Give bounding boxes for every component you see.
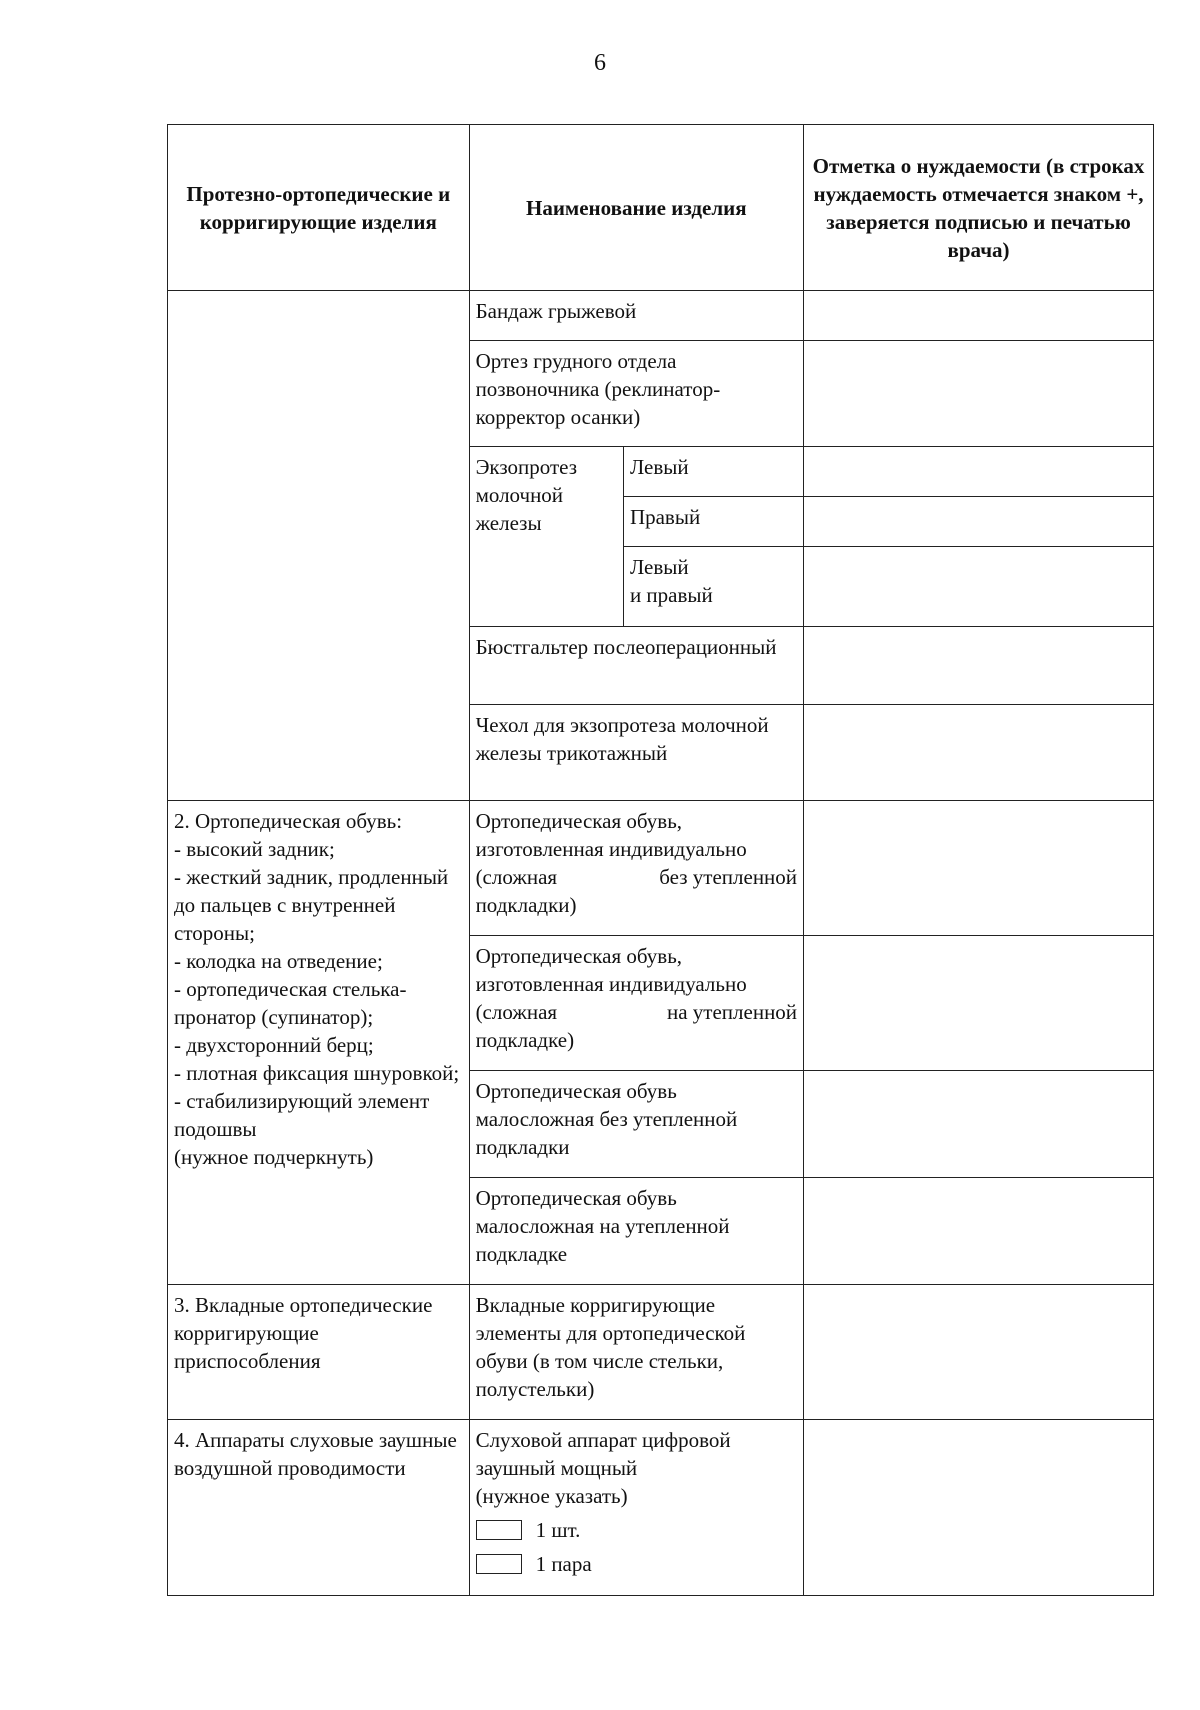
item-text: подкладки) — [475, 893, 577, 917]
item-exoprosthesis: Экзопротез молочной железы — [469, 447, 623, 627]
header-category: Протезно-ортопедические и корригирующие изделия — [168, 125, 470, 291]
mark-cell-insoles[interactable] — [804, 1285, 1154, 1420]
item-bandage: Бандаж грыжевой — [469, 291, 803, 341]
item-ortez: Ортез грудного отдела позвоночника (реклинатор-корректор осанки) — [469, 341, 803, 447]
item-text: Слуховой аппарат цифровой заушный мощный (нужное указать) — [475, 1428, 731, 1508]
page-number: 6 — [594, 50, 606, 76]
item-shoe-individual-no-lining — [469, 801, 803, 936]
mark-cell-exo-both[interactable] — [804, 547, 1154, 627]
mark-cell-bra[interactable] — [804, 627, 1154, 705]
item-exoprosthesis-right: Правый — [623, 497, 803, 547]
mark-cell-bandage[interactable] — [804, 291, 1154, 341]
checkbox-pair[interactable] — [476, 1554, 522, 1574]
item-hearing-aid — [469, 1420, 803, 1596]
table-row — [168, 1420, 1154, 1596]
item-text: Ортопедическая обувь, изготовленная индивидуально — [475, 809, 747, 861]
category-orthopedic-shoes: 2. Ортопедическая обувь: - высокий задник; - жесткий задник, продленный до пальцев с внутренней стороны; - колодка на отведение; - ортопедическая стелька-пронатор (супинатор); - двухсторонний берц; - плотная фиксация шнуровкой; - стабилизирующий элемент подошвы (нужное подчеркнуть) — [168, 801, 470, 1285]
mark-cell-exo-right[interactable] — [804, 497, 1154, 547]
option-label: 1 пара — [535, 1552, 592, 1576]
item-exoprosthesis-both: Левый и правый — [623, 547, 803, 627]
option-pair[interactable] — [476, 1550, 797, 1578]
item-cover: Чехол для экзопротеза молочной железы трикотажный — [469, 705, 803, 801]
mark-cell-shoe-3[interactable] — [804, 1071, 1154, 1178]
item-text: (сложная — [475, 865, 558, 889]
table-row — [168, 801, 1154, 936]
mark-cell-hearing-aid[interactable] — [804, 1420, 1154, 1596]
mark-cell-ortez[interactable] — [804, 341, 1154, 447]
table-row — [168, 291, 1154, 341]
item-text-justified — [476, 998, 797, 1026]
needs-table — [167, 124, 1154, 1596]
item-shoe-simple-lining: Ортопедическая обувь малосложная на утепленной подкладке — [469, 1178, 803, 1285]
checkbox-one-piece[interactable] — [476, 1520, 522, 1540]
table-header-row — [168, 125, 1154, 291]
item-text: подкладке) — [475, 1028, 575, 1052]
item-text: (сложная — [475, 1000, 558, 1024]
mark-cell-exo-left[interactable] — [804, 447, 1154, 497]
item-text: на утепленной — [666, 1000, 798, 1024]
item-bra: Бюстгальтер послеоперационный — [469, 627, 803, 705]
item-insoles: Вкладные корригирующие элементы для ортопедической обуви (в том числе стельки, полустельки) — [469, 1285, 803, 1420]
mark-cell-shoe-2[interactable] — [804, 936, 1154, 1071]
item-exoprosthesis-left: Левый — [623, 447, 803, 497]
table-row — [168, 1285, 1154, 1420]
category-insoles: 3. Вкладные ортопедические корригирующие приспособления — [168, 1285, 470, 1420]
option-label: 1 шт. — [535, 1518, 581, 1542]
category-hearing-aids: 4. Аппараты слуховые заушные воздушной проводимости — [168, 1420, 470, 1596]
mark-cell-shoe-1[interactable] — [804, 801, 1154, 936]
mark-cell-shoe-4[interactable] — [804, 1178, 1154, 1285]
mark-cell-cover[interactable] — [804, 705, 1154, 801]
header-item-name: Наименование изделия — [469, 125, 803, 291]
item-text: Ортопедическая обувь, изготовленная индивидуально — [475, 944, 747, 996]
header-need-mark: Отметка о нуждаемости (в строках нуждаемость отмечается знаком +, заверяется подписью и печатью врача) — [804, 125, 1154, 291]
item-shoe-individual-lining — [469, 936, 803, 1071]
category-cell-empty — [168, 291, 470, 801]
item-shoe-simple-no-lining: Ортопедическая обувь малосложная без утепленной подкладки — [469, 1071, 803, 1178]
item-text-justified — [476, 863, 797, 891]
item-text: без утепленной — [659, 865, 798, 889]
option-one-piece[interactable] — [476, 1516, 797, 1544]
